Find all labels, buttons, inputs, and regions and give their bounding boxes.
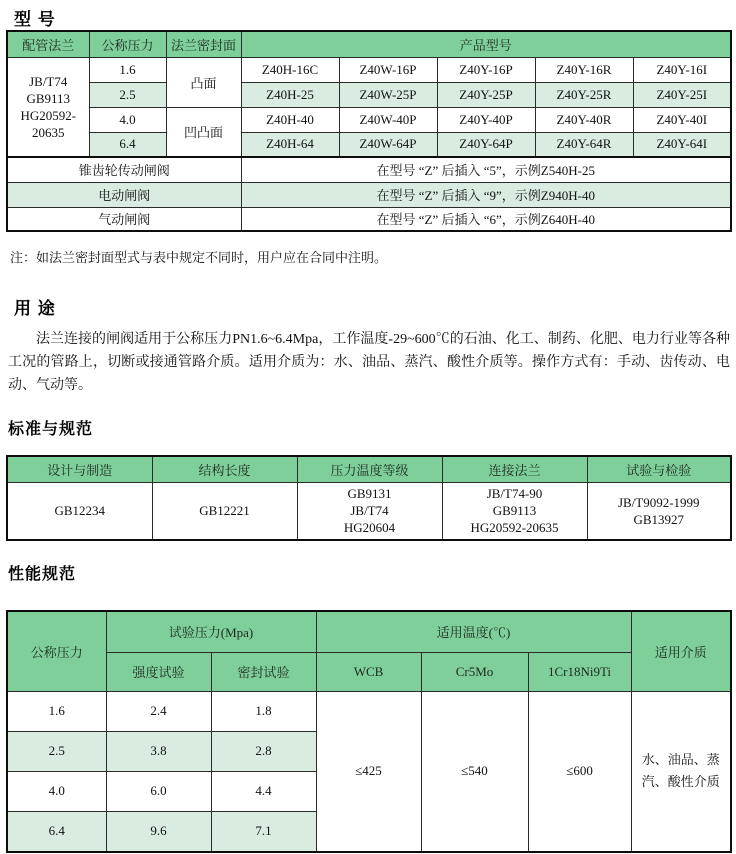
standard-line: GB12221 [199, 503, 250, 519]
pressure-temp-cell [297, 482, 442, 540]
model-cell: Z40H-64 [241, 132, 339, 157]
sealing-face-concave-cell: 凹凸面 [166, 107, 241, 157]
pressure-cell: 2.5 [89, 82, 166, 107]
col-header-seal-test: 密封试验 [211, 652, 316, 691]
standard-line: GB9113 [492, 503, 537, 519]
section-title-usage: 用 途 [14, 299, 56, 318]
model-cell: Z40H-16C [241, 57, 339, 82]
model-cell: Z40Y-40I [633, 107, 731, 132]
flange-note: 注：如法兰密封面型式与表中规定不同时，用户应在合同中注明。 [10, 250, 388, 265]
col-header-applicable-media: 适用介质 [631, 611, 731, 691]
valve-code-rule-cell: 在型号 “Z” 后插入 “5”，示例Z540H-25 [241, 157, 731, 182]
standard-line: JB/T74 [350, 503, 389, 519]
model-cell: Z40W-16P [339, 57, 437, 82]
col-header-strength-test: 强度试验 [106, 652, 211, 691]
pressure-cell: 1.6 [89, 57, 166, 82]
strength-test-cell: 2.4 [106, 691, 211, 731]
standard-line: JB/T74-90 [486, 486, 543, 502]
valve-type-cell: 电动闸阀 [7, 182, 241, 207]
standard-line: JB/T9092-1999 [617, 494, 700, 510]
col-header-test-pressure: 试验压力(Mpa) [106, 611, 316, 652]
flange-standard-line: JB/T74 [29, 73, 68, 89]
col-header-structure-length: 结构长度 [152, 456, 297, 482]
model-cell: Z40H-25 [241, 82, 339, 107]
pressure-cell: 4.0 [89, 107, 166, 132]
sealing-face-raised-cell: 凸面 [166, 57, 241, 107]
col-header-pipe-flange: 配管法兰 [7, 31, 89, 57]
col-header-sealing-face: 法兰密封面 [166, 31, 241, 57]
seal-test-cell: 4.4 [211, 771, 316, 811]
standard-line: GB9131 [347, 486, 392, 502]
strength-test-cell: 6.0 [106, 771, 211, 811]
valve-type-cell: 锥齿轮传动闸阀 [7, 157, 241, 182]
temp-1cr18ni9ti-cell: ≤600 [528, 691, 631, 852]
pressure-cell: 6.4 [89, 132, 166, 157]
valve-type-cell: 气动闸阀 [7, 207, 241, 231]
section-title-standards: 标准与规范 [8, 421, 94, 438]
model-cell: Z40Y-16P [437, 57, 535, 82]
pressure-cell: 4.0 [7, 771, 106, 811]
col-header-cr5mo: Cr5Mo [421, 652, 528, 691]
pressure-cell: 6.4 [7, 811, 106, 852]
valve-code-rule-cell: 在型号 “Z” 后插入 “6”，示例Z640H-40 [241, 207, 731, 231]
standard-line: HG20604 [343, 520, 396, 536]
structure-length-cell [152, 482, 297, 540]
strength-test-cell: 9.6 [106, 811, 211, 852]
applicable-media-cell: 水、油品、蒸汽、酸性介质 [631, 691, 731, 852]
strength-test-cell: 3.8 [106, 731, 211, 771]
seal-test-cell: 2.8 [211, 731, 316, 771]
pressure-cell: 1.6 [7, 691, 106, 731]
model-cell: Z40Y-16I [633, 57, 731, 82]
model-cell: Z40W-64P [339, 132, 437, 157]
model-cell: Z40H-40 [241, 107, 339, 132]
model-cell: Z40Y-40R [535, 107, 633, 132]
standard-line: HG20592-20635 [470, 520, 559, 536]
standards-table [6, 455, 732, 541]
col-header-1cr18ni9ti: 1Cr18Ni9Ti [528, 652, 631, 691]
col-header-connecting-flange: 连接法兰 [442, 456, 587, 482]
model-cell: Z40Y-25P [437, 82, 535, 107]
section-title-model: 型 号 [14, 10, 56, 29]
seal-test-cell: 1.8 [211, 691, 316, 731]
col-header-pressure-temp: 压力温度等级 [297, 456, 442, 482]
design-standard-cell [7, 482, 152, 540]
pressure-cell: 2.5 [7, 731, 106, 771]
model-cell: Z40W-40P [339, 107, 437, 132]
section-title-performance: 性能规范 [8, 566, 77, 583]
standard-line: GB12234 [54, 503, 106, 519]
model-cell: Z40Y-25I [633, 82, 731, 107]
col-header-design: 设计与制造 [7, 456, 152, 482]
model-table [6, 30, 732, 232]
performance-table [6, 610, 732, 853]
flange-standard-cell [7, 57, 89, 157]
col-header-applicable-temp: 适用温度(℃) [316, 611, 631, 652]
col-header-wcb: WCB [316, 652, 421, 691]
temp-cr5mo-cell: ≤540 [421, 691, 528, 852]
usage-paragraph: 法兰连接的闸阀适用于公称压力PN1.6~6.4Mpa，工作温度-29~600℃的石油、化工、制药、化肥、电力行业等各种工况的管路上，切断或接通管路介质。适用介质为：水、油品、蒸汽、酸性介质等。操作方式有：手动、齿传动、电动、气动等。 [8, 332, 730, 393]
model-cell: Z40Y-64I [633, 132, 731, 157]
flange-standard-line: 20635 [32, 124, 65, 140]
col-header-nominal-pressure: 公称压力 [89, 31, 166, 57]
model-cell: Z40Y-40P [437, 107, 535, 132]
col-header-test-inspection: 试验与检验 [587, 456, 731, 482]
col-header-product-model: 产品型号 [241, 31, 731, 57]
test-inspection-cell [587, 482, 731, 540]
connecting-flange-cell [442, 482, 587, 540]
seal-test-cell: 7.1 [211, 811, 316, 852]
model-cell: Z40Y-25R [535, 82, 633, 107]
model-cell: Z40Y-64R [535, 132, 633, 157]
model-cell: Z40Y-16R [535, 57, 633, 82]
temp-wcb-cell: ≤425 [316, 691, 421, 852]
col-header-nominal-pressure: 公称压力 [7, 611, 106, 691]
flange-standard-line: HG20592- [20, 107, 77, 123]
flange-standard-line: GB9113 [26, 90, 71, 106]
model-cell: Z40Y-64P [437, 132, 535, 157]
valve-code-rule-cell: 在型号 “Z” 后插入 “9”，示例Z940H-40 [241, 182, 731, 207]
model-cell: Z40W-25P [339, 82, 437, 107]
standard-line: GB13927 [633, 511, 685, 527]
